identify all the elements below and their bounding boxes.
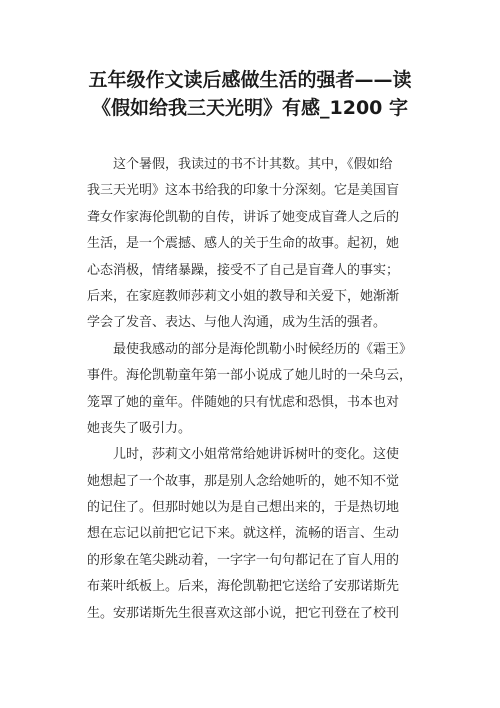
text-line: 事件。海伦凯勒童年第一部小说成了她儿时的一朵乌云， [87,368,413,384]
text-line: 最使我感动的部分是海伦凯勒小时候经历的《霜王》 [113,341,413,357]
text-line: 我三天光明》这本书给我的印象十分深刻。它是美国盲 [87,183,400,199]
title-line: 五年级作文读后感做生活的强者——读 [88,69,412,91]
text-line: 布莱叶纸板上。后来，海伦凯勒把它送给了安那诺斯先 [87,579,400,595]
paragraph [87,152,427,337]
text-line: 这个暑假，我读过的书不计其数。其中，《假如给 [113,157,393,172]
paragraph [87,337,427,443]
text-line: 后来，在家庭教师莎莉文小姐的教导和关爱下，她渐渐 [87,288,400,304]
text-line: 生。安那诺斯先生很喜欢这部小说，把它刊登在了校刊 [87,605,400,621]
text-line: 想在忘记以前把它记下来。就这样，流畅的语言、生动 [87,526,400,542]
document-title [60,66,440,122]
text-line: 生活，是一个震撼、感人的关于生命的故事。起初，她 [87,236,400,252]
text-line: 心态消极，情绪暴躁，接受不了自己是盲聋人的事实； [87,262,400,278]
text-line: 的形象在笔尖跳动着，一字字一句句都记在了盲人用的 [87,552,400,568]
text-line: 她丧失了吸引力。 [87,420,192,436]
text-line: 儿时，莎莉文小姐常常给她讲诉树叶的变化。这使 [113,447,400,463]
text-line: 笼罩了她的童年。伴随她的只有忧虑和恐惧，书本也对 [87,394,400,410]
text-line: 聋女作家海伦凯勒的自传，讲诉了她变成盲聋人之后的 [87,209,400,225]
title-line: 《假如给我三天光明》有感_1200 字 [92,97,408,119]
text-line: 她想起了一个故事，那是别人念给她听的，她不知不觉 [87,473,400,489]
paragraph [87,442,427,627]
article-body [87,152,427,627]
text-line: 学会了发音、表达、与他人沟通，成为生活的强者。 [87,315,387,331]
text-line: 的记住了。但那时她以为是自己想出来的，于是热切地 [87,500,400,516]
